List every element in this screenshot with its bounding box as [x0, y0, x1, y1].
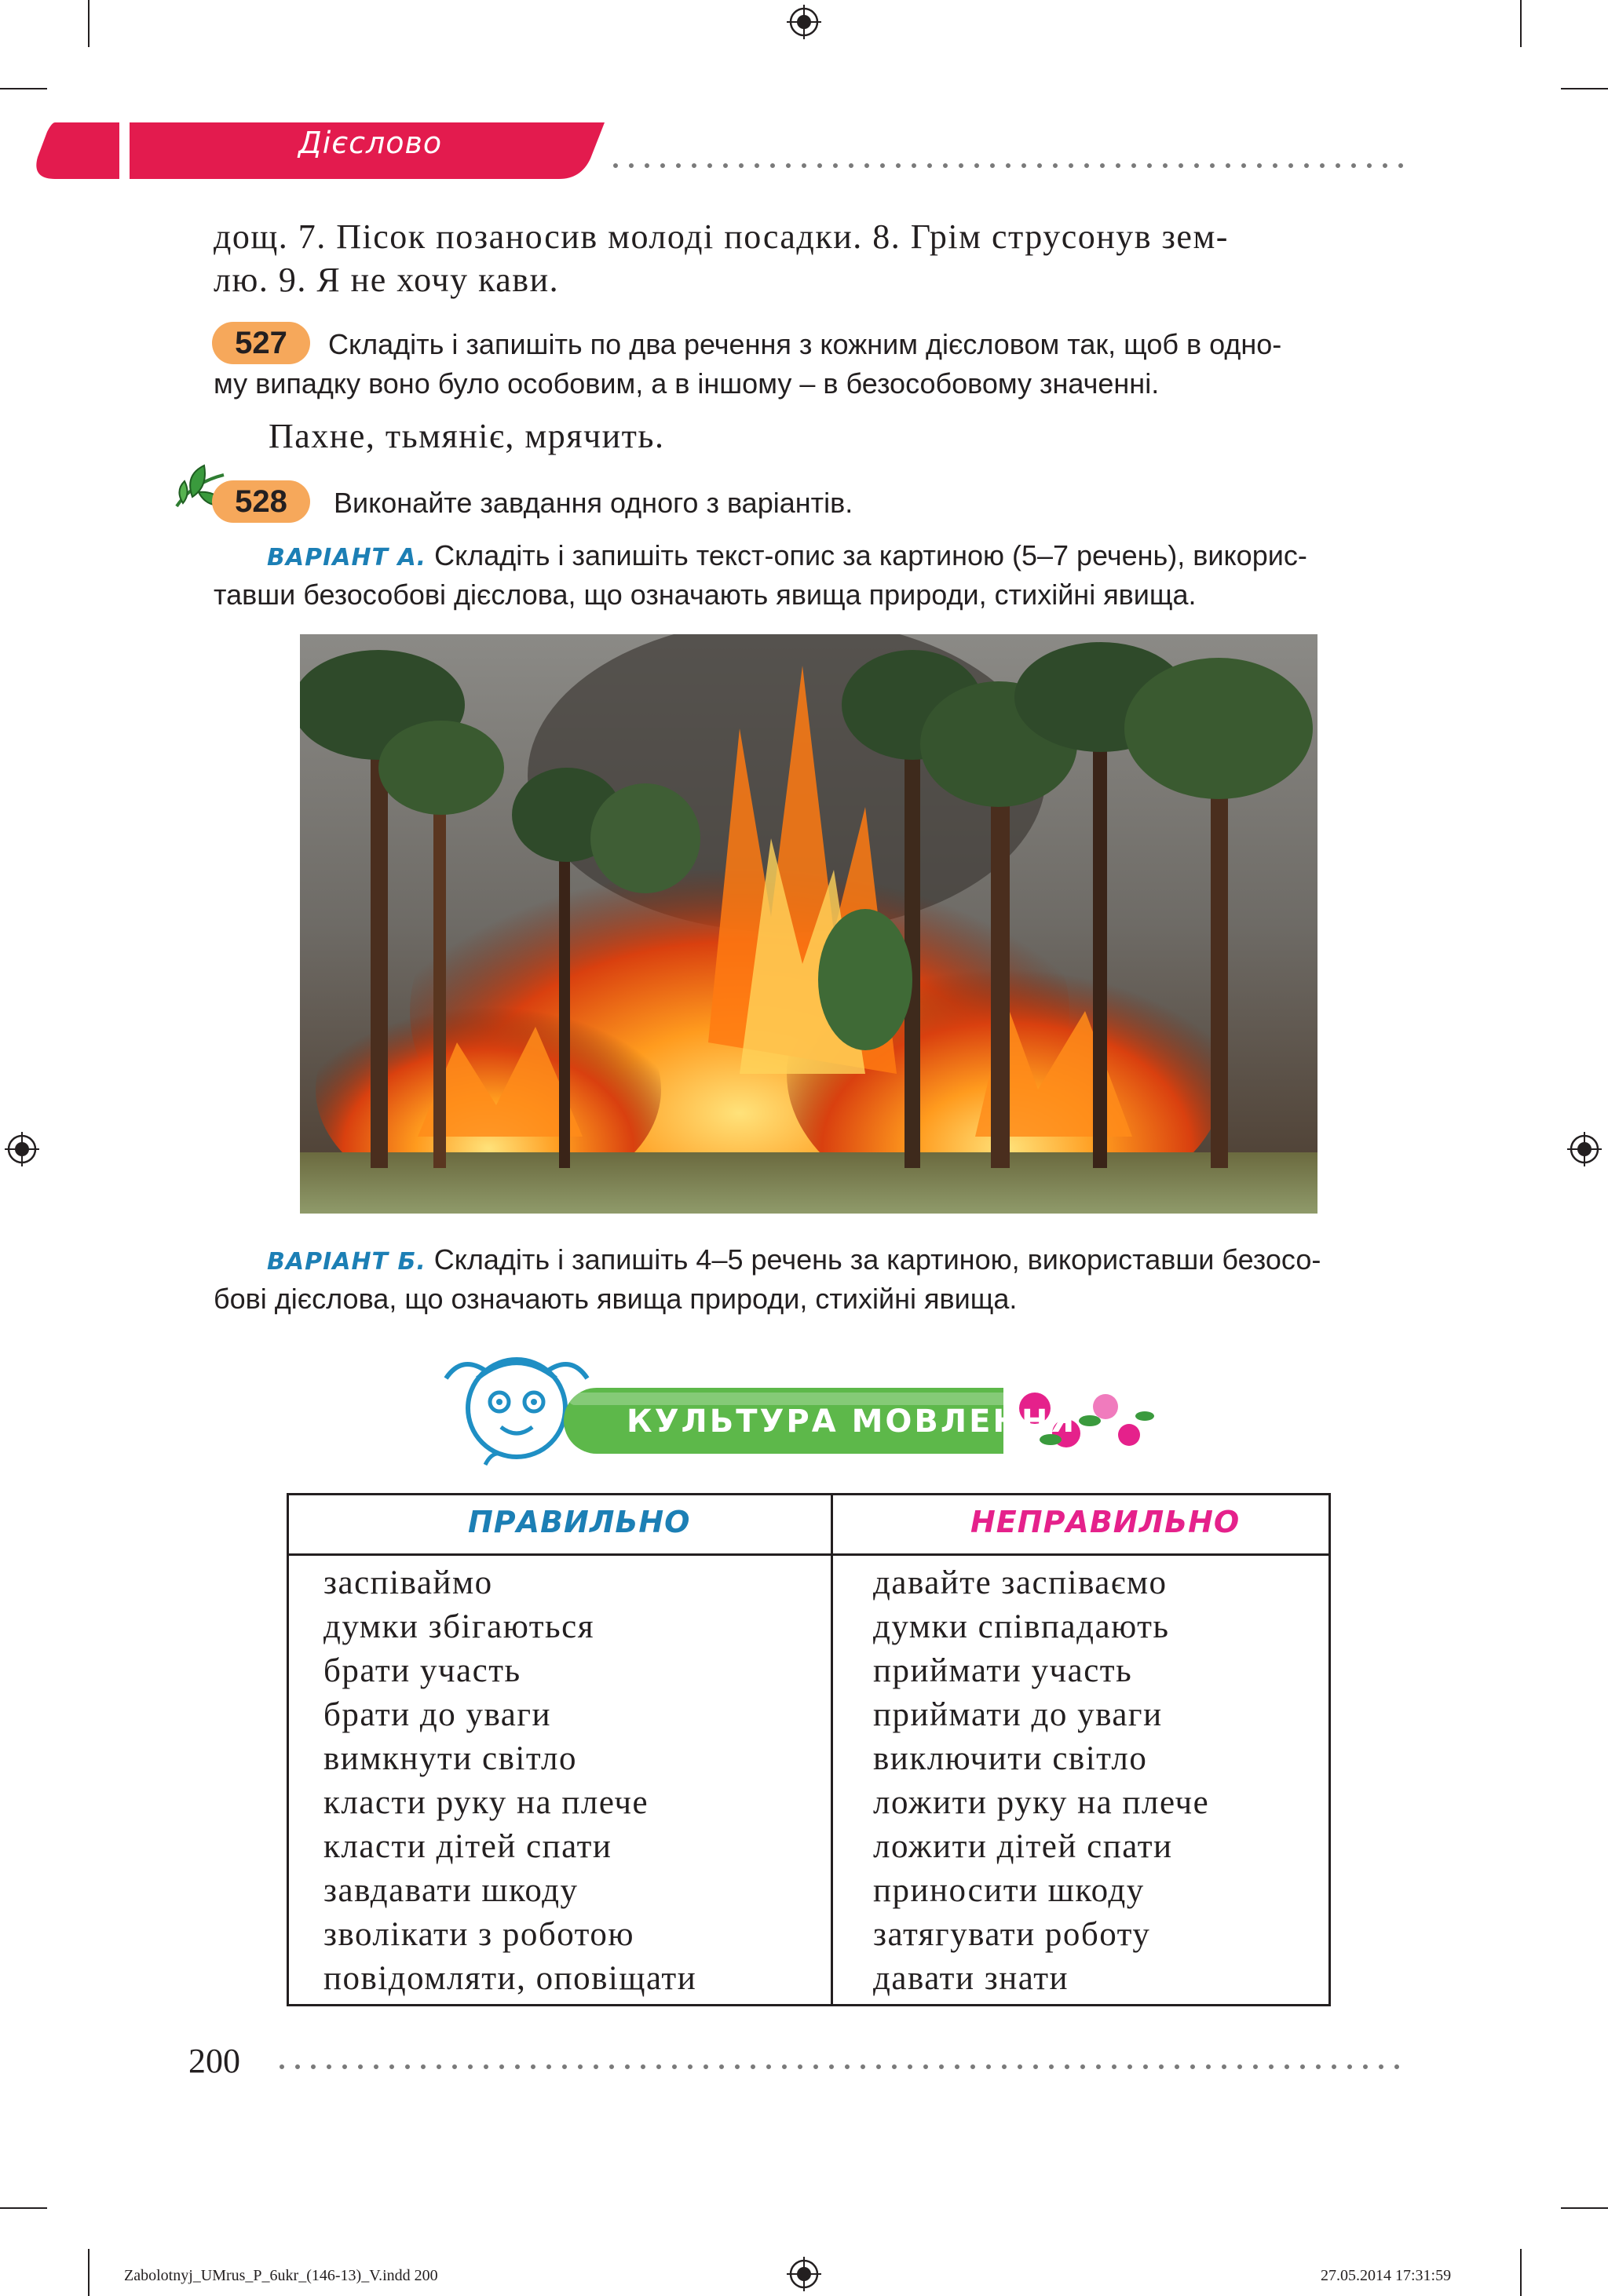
- task-number-badge: 527: [212, 322, 310, 364]
- speech-culture-banner: [430, 1342, 1184, 1476]
- page-number: 200: [188, 2042, 240, 2080]
- variant-b-text: Складіть і запишіть 4–5 речень за картиною, використавши безосо-: [433, 1243, 1321, 1276]
- registration-mark-icon: [1567, 1132, 1602, 1166]
- list-item: виключити світло: [873, 1740, 1148, 1777]
- task-527-line-1: Складіть і запишіть по два речення з кожним дієсловом так, щоб в одно-: [328, 328, 1282, 360]
- list-item: класти руку на плече: [323, 1784, 649, 1821]
- crop-mark-top-right-h: [1561, 88, 1608, 89]
- intro-line-2: лю. 9. Я не хочу кави.: [214, 261, 560, 299]
- registration-mark-icon: [5, 1132, 39, 1166]
- slug-date: 27.05.2014 17:31:59: [1321, 2267, 1452, 2284]
- variant-b-line-2: бові дієслова, що означають явища природи, стихійні явища.: [214, 1283, 1018, 1315]
- table-header-rule: [289, 1553, 1328, 1556]
- list-item: завдавати шкоду: [323, 1872, 579, 1909]
- variant-a-label: ВАРІАНТ А.: [267, 544, 427, 571]
- crop-mark-bottom-right-h: [1561, 2207, 1608, 2209]
- speech-rules-table: [287, 1493, 1331, 2006]
- correct-column-header: ПРАВИЛЬНО: [468, 1505, 691, 1539]
- crop-mark-bottom-left: [88, 2249, 90, 2296]
- variant-a-text: Складіть і запишіть текст-опис за картиною (5–7 речень), викорис-: [434, 539, 1307, 571]
- list-item: ложити дітей спати: [873, 1828, 1173, 1865]
- list-item: брати до уваги: [323, 1696, 552, 1733]
- list-item: брати участь: [323, 1652, 521, 1689]
- crop-mark-bottom-left-h: [0, 2207, 47, 2209]
- list-item: приймати до уваги: [873, 1696, 1163, 1733]
- variant-a-line-1: [267, 536, 1307, 578]
- list-item: давати знати: [873, 1960, 1069, 1997]
- list-item: приносити шкоду: [873, 1872, 1145, 1909]
- list-item: приймати участь: [873, 1652, 1133, 1689]
- correct-list: [323, 1561, 696, 2001]
- slug-file-info: Zabolotnyj_UMrus_P_6ukr_(146-13)_V.indd 200: [124, 2267, 438, 2284]
- list-item: заспіваймо: [323, 1564, 493, 1601]
- task-527-words: Пахне, тьмяніє, мрячить.: [269, 417, 665, 455]
- task-527-line-2: му випадку воно було особовим, а в іншому – в безособовому значенні.: [214, 367, 1160, 400]
- variant-b-line-1: [267, 1240, 1321, 1282]
- crop-mark-top-left: [88, 0, 90, 47]
- registration-mark-icon: [787, 5, 821, 39]
- list-item: ложити руку на плече: [873, 1784, 1210, 1821]
- incorrect-list: [873, 1561, 1209, 2001]
- list-item: думки співпадають: [873, 1608, 1170, 1645]
- crop-mark-top-right: [1520, 0, 1522, 47]
- list-item: зволікати з роботою: [323, 1916, 634, 1953]
- task-528-intro: Виконайте завдання одного з варіантів.: [334, 487, 853, 519]
- list-item: затягувати роботу: [873, 1916, 1151, 1953]
- footer-dotted-rule: [279, 2062, 1409, 2072]
- list-item: думки збігаються: [323, 1608, 595, 1645]
- crop-mark-bottom-right: [1520, 2249, 1522, 2296]
- list-item: вимкнути світло: [323, 1740, 577, 1777]
- variant-b-label: ВАРІАНТ Б.: [267, 1248, 426, 1276]
- incorrect-column-header: НЕПРАВИЛЬНО: [970, 1505, 1241, 1539]
- crop-mark-top-left-h: [0, 88, 47, 89]
- list-item: давайте заспіваємо: [873, 1564, 1168, 1601]
- header-dotted-rule: [612, 161, 1405, 170]
- section-title: Дієслово: [298, 126, 443, 160]
- table-column-divider: [831, 1495, 833, 2004]
- banner-title: КУЛЬТУРА МОВЛЕННЯ: [627, 1404, 1077, 1440]
- forest-fire-photo: [300, 634, 1317, 1214]
- list-item: повідомляти, оповіщати: [323, 1960, 697, 1997]
- variant-a-line-2: тавши безособові дієслова, що означають явища природи, стихійні явища.: [214, 579, 1197, 611]
- registration-mark-icon: [787, 2257, 821, 2291]
- task-number-badge: 528: [212, 480, 310, 523]
- intro-line-1: дощ. 7. Пісок позаносив молоді посадки. 8. Грім струсонув зем-: [214, 217, 1229, 256]
- list-item: класти дітей спати: [323, 1828, 612, 1865]
